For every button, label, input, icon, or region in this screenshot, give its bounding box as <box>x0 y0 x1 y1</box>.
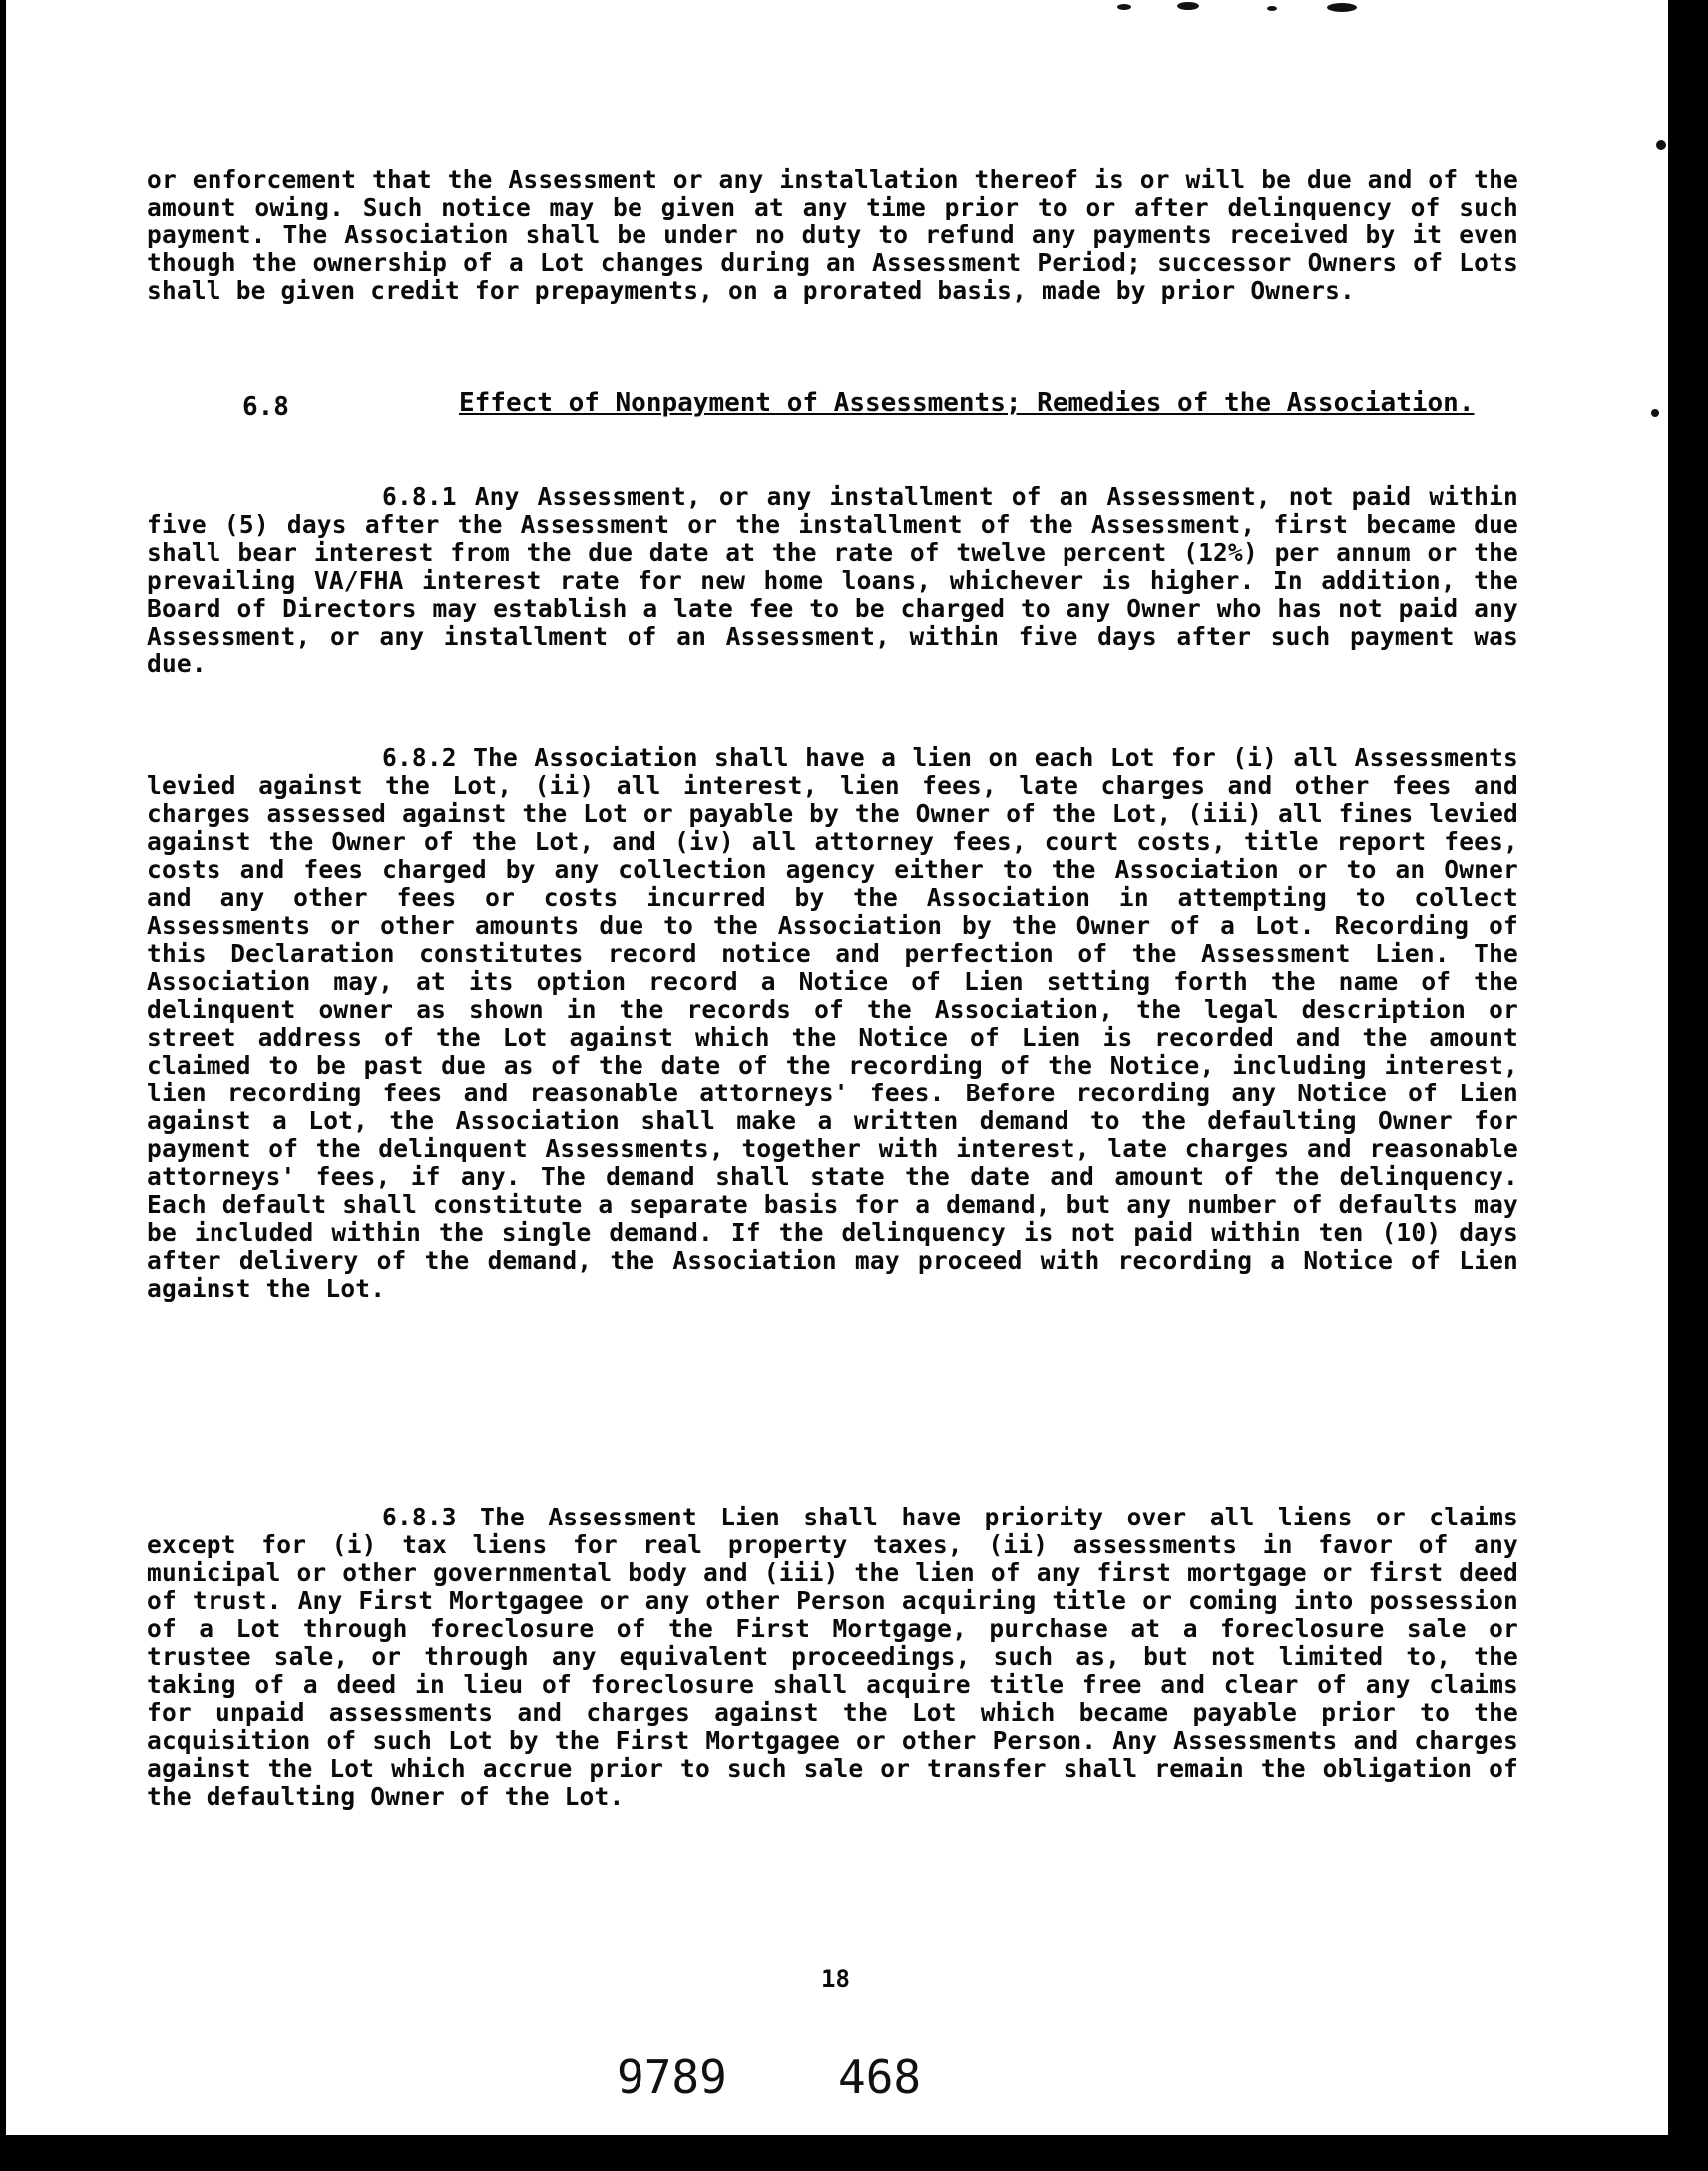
subsection-text: The Association shall have a lien on each Lot for (i) all Assessments levied against the Lot, (ii) all interest, lien fees, late charges and other fees and charges assessed against the Lot or payable by the Owner of the Lot, (iii) all fines levied against the Owner of the Lot, and (iv) all attorney fees, court costs, title report fees, costs and fees charged by any collection agency either to the Association or to an Owner and any other fees or costs incurred by the Association in attempting to collect Assessments or other amounts due to the Association by the Owner of a Lot. Recording of this Declaration constitutes record notice and perfection of the Assessment Lien. The Association may, at its option record a Notice of Lien setting forth the name of the delinquent owner as shown in the records of the Association, the legal description or street address of the Lot against which the Notice of Lien is recorded and the amount claimed to be past due as of the date of the recording of the Notice, including interest, lien recording fees and reasonable attorneys' fees. Before recording any Notice of Lien against a Lot, the Association shall make a written demand to the defaulting Owner for payment of the delinquent Assessments, together with interest, late charges and reasonable attorneys' fees, if any. The demand shall state the date and amount of the delinquency. Each default shall constitute a separate basis for a demand, but any number of defaults may be included within the single demand. If the delinquency is not paid within ten (10) days after delivery of the demand, the Association may proceed with recording a Notice of Lien against the Lot. <box>147 743 1518 1303</box>
intro-block <box>147 166 1518 305</box>
subsection-text: The Assessment Lien shall have priority over all liens or claims except for (i) tax liens for real property taxes, (ii) assessments in favor of any municipal or other governmental body and (iii) the lien of any first mortgage or first deed of trust. Any First Mortgagee or any other Person acquiring title or coming into possession of a Lot through foreclosure of the First Mortgage, purchase at a foreclosure sale or trustee sale, or through any equivalent proceedings, such as, but not limited to, the taking of a deed in lieu of foreclosure shall acquire title free and clear of any claims for unpaid assessments and charges against the Lot which became payable prior to the acquisition of such Lot by the First Mortgagee or other Person. Any Assessments and charges against the Lot which accrue prior to such sale or transfer shall remain the obligation of the defaulting Owner of the Lot. <box>147 1503 1518 1811</box>
subsection-text: Any Assessment, or any installment of an Assessment, not paid within five (5) days after the Assessment or the installment of the Assessment, first became due shall bear interest from the due date at the rate of twelve percent (12%) per annum or the prevailing VA/FHA interest rate for new home loans, whichever is higher. In addition, the Board of Directors may establish a late fee to be charged to any Owner who has not paid any Assessment, or any installment of an Assessment, within five days after such payment was due. <box>147 482 1518 678</box>
intro-paragraph: or enforcement that the Assessment or any installation thereof is or will be due and of the amount owing. Such notice may be given at any time prior to or after delinquency of such payment. The Association shall be under no duty to refund any payments received by it even though the ownership of a Lot changes during an Assessment Period; successor Owners of Lots shall be given credit for prepayments, on a prorated basis, made by prior Owners. <box>147 165 1518 305</box>
scan-speckle <box>1327 3 1357 12</box>
scan-speckle <box>1656 140 1666 150</box>
stamp-number-right: 468 <box>838 2050 922 2104</box>
subsection-6-8-2 <box>147 744 1518 1303</box>
scan-border-bottom <box>0 2135 1708 2171</box>
subsection-number: 6.8.2 <box>382 743 457 772</box>
subsection-number: 6.8.3 <box>382 1503 457 1531</box>
scan-speckle <box>1651 409 1659 417</box>
section-title: Effect of Nonpayment of Assessments; Remedies of the Association. <box>459 388 1475 418</box>
scan-speckle <box>1177 2 1199 10</box>
scan-speckle <box>1117 4 1131 10</box>
subsection-6-8-1 <box>147 483 1518 678</box>
subsection-number: 6.8.1 <box>382 482 457 511</box>
scan-border-left <box>0 0 6 2171</box>
scan-speckle <box>1267 6 1277 11</box>
stamp-number-left: 9789 <box>617 2050 727 2104</box>
subsection-6-8-3 <box>147 1504 1518 1811</box>
scan-border-right <box>1668 0 1708 2171</box>
section-number: 6.8 <box>242 392 289 422</box>
page-number: 18 <box>821 1965 850 1993</box>
